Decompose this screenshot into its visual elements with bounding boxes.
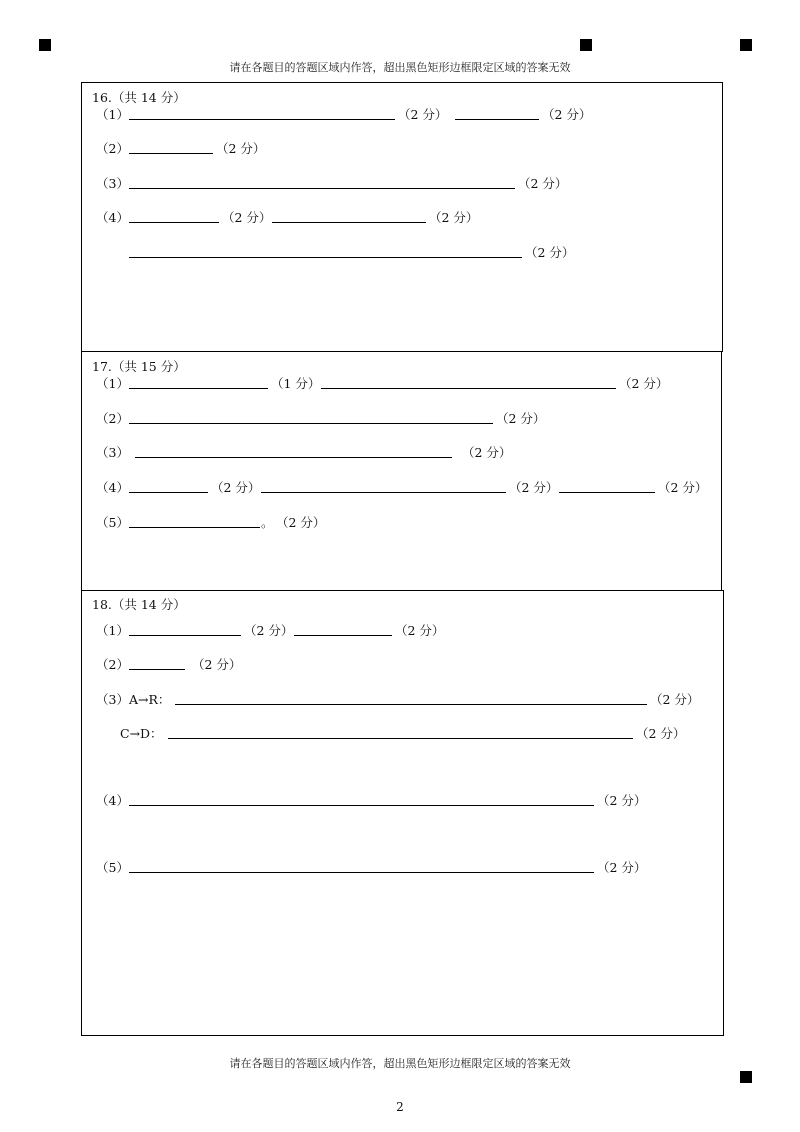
q16-part3-score: （2 分） [518, 176, 568, 191]
q18-part4-score: （2 分） [597, 793, 647, 808]
q17-part2-label: （2） [96, 411, 129, 426]
header-notice: 请在各题目的答题区域内作答，超出黑色矩形边框限定区域的答案无效 [229, 61, 571, 74]
q18-part3-score-b: （2 分） [636, 726, 686, 741]
q17-part4-label: （4） [96, 480, 129, 495]
q17-part1-score-a: （1 分） [271, 376, 321, 391]
q17-part5-score: （2 分） [276, 515, 326, 530]
q16-part4-score-c: （2 分） [525, 245, 575, 260]
q17-part2-score: （2 分） [496, 411, 546, 426]
q16-part1-score-b: （2 分） [542, 107, 592, 122]
q17-part1-blank-b[interactable] [321, 388, 616, 389]
page-number: 2 [396, 1100, 404, 1114]
q18-part5-blank[interactable] [129, 872, 594, 873]
q18-part3-blank-b[interactable] [168, 738, 633, 739]
q17-title: 17.（共 15 分） [92, 359, 186, 374]
q18-part5-score: （2 分） [597, 860, 647, 875]
q18-part5-label: （5） [96, 860, 129, 875]
q17-part2-blank[interactable] [129, 423, 493, 424]
q17-part4-score-b: （2 分） [509, 480, 559, 495]
q18-a-to-r-label: A→R： [129, 692, 171, 707]
q18-part1-label: （1） [96, 623, 129, 638]
q17-part4-score-c: （2 分） [658, 480, 708, 495]
q18-part4-blank[interactable] [129, 805, 594, 806]
alignment-marker-bottom-right [740, 1071, 752, 1083]
q16-part4-blank-c[interactable] [129, 257, 522, 258]
q18-part2-score: （2 分） [192, 657, 242, 672]
q18-part1-score-a: （2 分） [244, 623, 294, 638]
q16-part2-blank[interactable] [129, 153, 213, 154]
q18-part1-blank-b[interactable] [294, 635, 392, 636]
q17-part5-label: （5） [96, 515, 129, 530]
q16-part4-score-a: （2 分） [222, 210, 272, 225]
q17-part4-blank-c[interactable] [559, 492, 655, 493]
q16-part4-blank-a[interactable] [129, 222, 219, 223]
q17-part4-blank-b[interactable] [261, 492, 506, 493]
q16-part3-blank[interactable] [129, 188, 515, 189]
q18-part2-blank[interactable] [129, 669, 185, 670]
q17-part1-score-b: （2 分） [619, 376, 669, 391]
q18-part1-blank-a[interactable] [129, 635, 241, 636]
footer-notice: 请在各题目的答题区域内作答，超出黑色矩形边框限定区域的答案无效 [229, 1057, 571, 1070]
q16-title: 16.（共 14 分） [92, 90, 186, 105]
q16-part4-label: （4） [96, 210, 129, 225]
q17-part5-blank[interactable] [129, 527, 260, 528]
answer-box-q16 [81, 82, 723, 352]
q17-part3-label: （3） [96, 445, 129, 460]
q17-part1-label: （1） [96, 376, 129, 391]
q17-part3-score: （2 分） [462, 445, 512, 460]
q18-part4-label: （4） [96, 793, 129, 808]
q17-part1-blank-a[interactable] [129, 388, 268, 389]
q16-part1-label: （1） [96, 107, 129, 122]
q18-part3-blank-a[interactable] [175, 704, 647, 705]
q16-part2-score: （2 分） [216, 141, 266, 156]
q17-part4-blank-a[interactable] [129, 492, 208, 493]
answer-box-q18 [81, 590, 724, 1036]
q16-part2-label: （2） [96, 141, 129, 156]
q16-part3-label: （3） [96, 176, 129, 191]
q16-part1-blank-a[interactable] [129, 119, 395, 120]
alignment-marker-top-right [740, 39, 752, 51]
q18-part1-score-b: （2 分） [395, 623, 445, 638]
alignment-marker-top-middle [580, 39, 592, 51]
alignment-marker-top-left [39, 39, 51, 51]
q17-part4-score-a: （2 分） [211, 480, 261, 495]
q18-part3-label: （3） [96, 692, 129, 707]
q18-c-to-d-label: C→D： [120, 726, 163, 741]
q18-title: 18.（共 14 分） [92, 597, 186, 612]
q16-part4-score-b: （2 分） [429, 210, 479, 225]
q16-part1-blank-b[interactable] [455, 119, 539, 120]
q17-part5-period: 。 [261, 515, 274, 530]
q16-part4-blank-b[interactable] [272, 222, 426, 223]
q18-part2-label: （2） [96, 657, 129, 672]
answer-box-q17 [81, 351, 722, 591]
q18-part3-score-a: （2 分） [650, 692, 700, 707]
q17-part3-blank[interactable] [135, 457, 452, 458]
q16-part1-score-a: （2 分） [398, 107, 448, 122]
